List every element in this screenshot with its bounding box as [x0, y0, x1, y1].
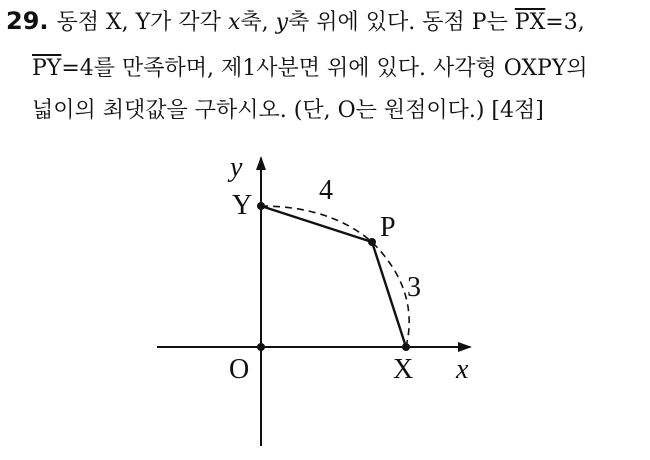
text-segment: 넓이의 최댓값을 구하시오. (단, O는 원점이다.) [4점]	[32, 98, 544, 123]
text-segment: 동점 X, Y가 각각	[56, 10, 228, 35]
text-segment: 축,	[240, 10, 276, 35]
segment-y-p	[261, 206, 372, 242]
point-y	[257, 202, 265, 210]
y-axis-label: y	[230, 152, 243, 183]
x-axis-label: x	[456, 354, 469, 385]
point-p	[368, 238, 376, 246]
label-o: O	[229, 354, 250, 385]
length-py-label: 4	[319, 175, 333, 206]
point-x	[402, 343, 410, 351]
segment-py: $\overline{PY}$	[32, 56, 62, 81]
text-segment: =3,	[545, 10, 585, 35]
point-o	[257, 343, 265, 351]
text-segment: =4를 만족하며, 제1사분면 위에 있다. 사각형 OXPY의	[61, 56, 588, 81]
segment-p-x	[372, 242, 406, 347]
label-x: X	[393, 354, 414, 385]
var-x: x	[227, 10, 241, 35]
segment-px: $\overline{PX}$	[514, 10, 546, 35]
label-p: P	[380, 212, 396, 243]
label-y: Y	[232, 190, 253, 221]
problem-number: 29.	[6, 7, 49, 35]
var-y: y	[275, 10, 289, 35]
length-px-label: 3	[407, 272, 421, 303]
text-segment: 축 위에 있다. 동점 P는	[288, 10, 515, 35]
